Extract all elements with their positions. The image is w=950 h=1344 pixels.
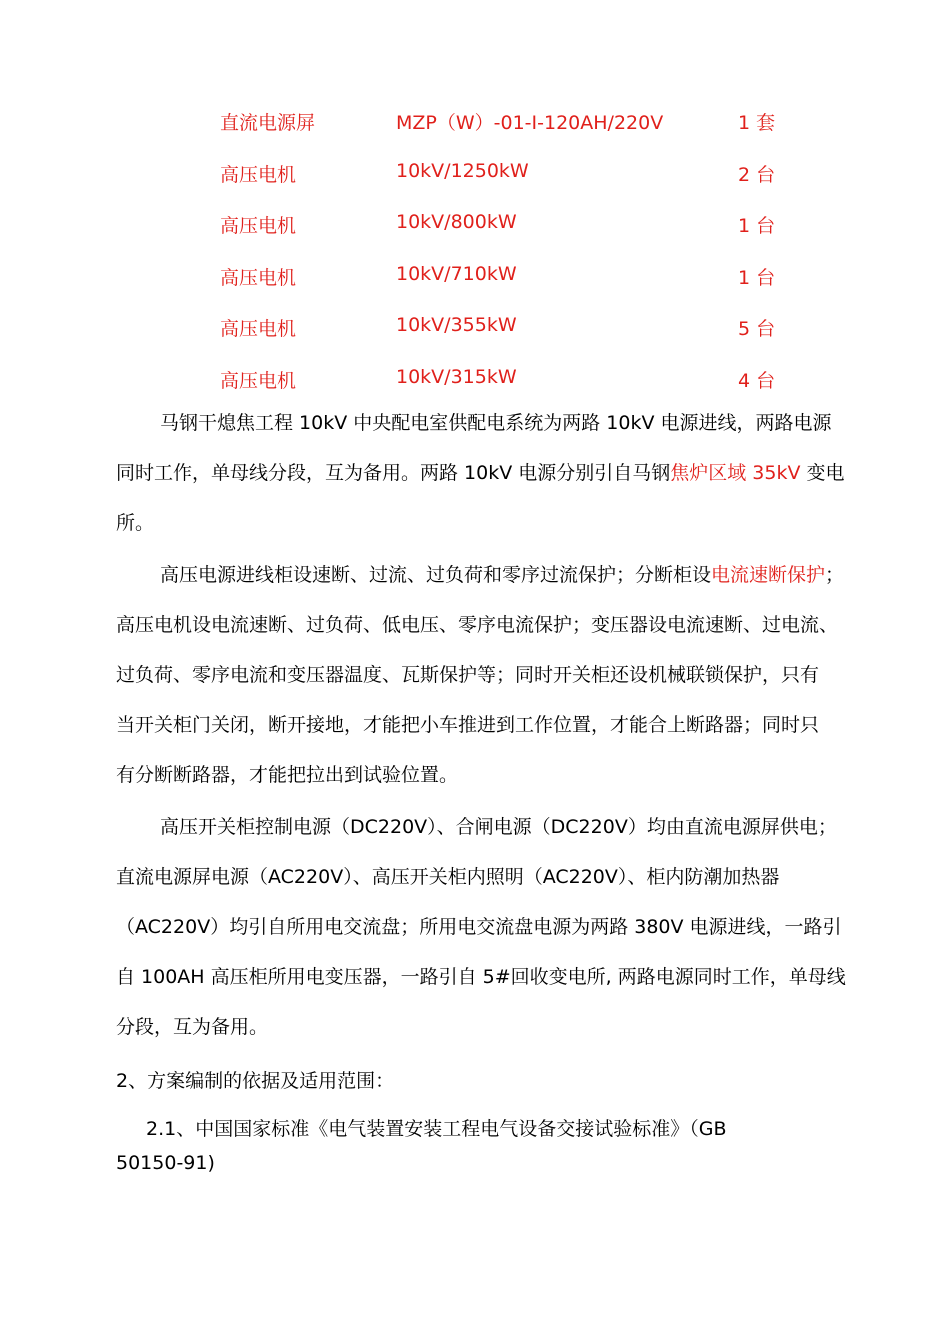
highlight-text: 焦炉区域 35kV [670,462,801,484]
text-line: 2.1、中国国家标准《电气装置安装工程电气设备交接试验标准》（GB [146,1118,727,1140]
text-line: 自 100AH 高压柜所用电变压器，一路引自 5#回收变电所, 两路电源同时工作，单母线 [116,966,846,988]
text-line: 过负荷、零序电流和变压器温度、瓦斯保护等；同时开关柜还设机械联锁保护，只有 [116,664,820,686]
equipment-spec: 10kV/800kW [396,211,517,233]
text-line [116,550,886,600]
equipment-spec: 10kV/355kW [396,314,517,336]
equipment-name: 高压电机 [220,369,297,392]
text-span: 同时工作，单母线分段，互为备用。两路 10kV 电源分别引自马钢 [116,462,671,484]
equipment-name: 高压电机 [220,215,297,237]
equipment-spec: 10kV/1250kW [396,159,529,182]
text-line: 分段，互为备用。 [116,1016,269,1038]
equipment-row [220,154,820,206]
reference-item [116,1112,726,1180]
equipment-list [220,102,820,411]
text-line: 50150-91) [116,1152,215,1174]
equipment-qty: 5 台 [738,318,776,340]
equipment-row [220,205,820,257]
equipment-row [220,257,820,309]
text-span: 高压电源进线柜设速断、过流、过负荷和零序过流保护；分断柜设 [160,564,712,586]
equipment-spec: 10kV/710kW [396,262,517,285]
equipment-qty: 1 台 [738,215,776,237]
text-line: 有分断断路器，才能把拉出到试验位置。 [116,764,459,786]
equipment-qty: 1 台 [738,266,776,289]
text-line: （AC220V）均引自所用电交流盘；所用电交流盘电源为两路 380V 电源进线，一路引 [116,916,842,938]
text-line: 高压开关柜控制电源（DC220V）、合闸电源（DC220V）均由直流电源屏供电； [160,816,837,838]
text-line: 当开关柜门关闭，断开接地，才能把小车推进到工作位置，才能合上断路器；同时只 [116,714,820,736]
equipment-qty: 1 套 [738,112,776,134]
text-line: 所。 [116,512,155,534]
text-span: 变电 [800,462,845,484]
equipment-row [220,102,820,154]
equipment-spec: MZP（W）-01-I-120AH/220V [396,112,664,134]
text-line: 高压电机设电流速断、过负荷、低电压、零序电流保护；变压器设电流速断、过电流、 [116,614,839,636]
text-line: 马钢干熄焦工程 10kV 中央配电室供配电系统为两路 10kV 电源进线，两路电源 [160,412,832,434]
equipment-qty: 2 台 [738,163,776,186]
paragraph-power-supply [116,398,886,548]
equipment-name: 直流电源屏 [220,112,316,134]
equipment-name: 高压电机 [220,318,297,340]
text-line: 直流电源屏电源（AC220V）、高压开关柜内照明（AC220V）、柜内防潮加热器 [116,866,780,888]
section-heading: 2、方案编制的依据及适用范围： [116,1070,395,1092]
text-line [116,448,886,498]
equipment-name: 高压电机 [220,266,297,289]
paragraph-control-power [116,802,886,1052]
highlight-text: 电流速断保护 [711,564,826,586]
equipment-spec: 10kV/315kW [396,365,517,388]
text-span: ； [825,564,845,586]
equipment-qty: 4 台 [738,369,776,392]
equipment-row [220,308,820,360]
paragraph-protection [116,550,886,800]
equipment-name: 高压电机 [220,163,297,186]
